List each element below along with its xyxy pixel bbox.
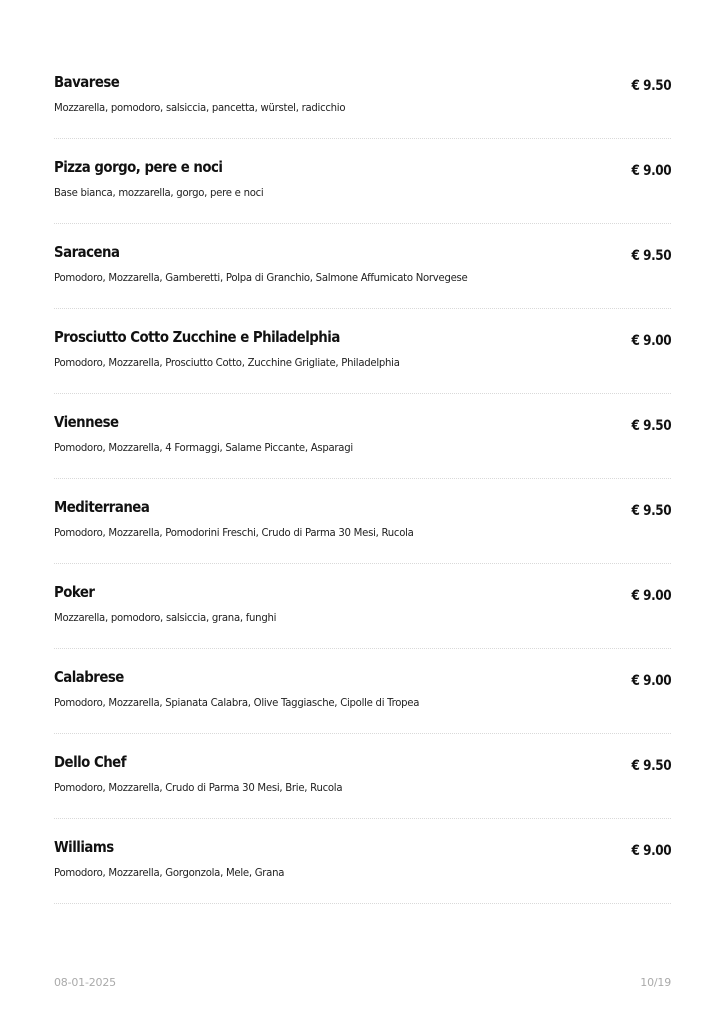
item-description: Mozzarella, pomodoro, salsiccia, grana, funghi	[54, 611, 277, 624]
menu-item	[54, 735, 671, 819]
item-price: € 9.00	[631, 673, 671, 689]
footer-date: 08-01-2025	[54, 976, 116, 989]
page-number: 10/19	[640, 976, 671, 989]
item-name: Calabrese	[54, 668, 124, 686]
menu-item	[54, 650, 671, 734]
item-name: Poker	[54, 583, 95, 601]
item-price: € 9.00	[631, 843, 671, 859]
item-price: € 9.50	[631, 78, 671, 94]
menu-item	[54, 225, 671, 309]
item-name: Pizza gorgo, pere e noci	[54, 158, 223, 176]
menu-item	[54, 565, 671, 649]
menu-item	[54, 820, 671, 904]
menu-item	[54, 140, 671, 224]
item-price: € 9.50	[631, 418, 671, 434]
item-price: € 9.50	[631, 248, 671, 264]
item-name: Williams	[54, 838, 114, 856]
item-description: Pomodoro, Mozzarella, 4 Formaggi, Salame Piccante, Asparagi	[54, 441, 353, 454]
item-description: Pomodoro, Mozzarella, Pomodorini Freschi, Crudo di Parma 30 Mesi, Rucola	[54, 526, 414, 539]
item-price: € 9.50	[631, 503, 671, 519]
item-description: Pomodoro, Mozzarella, Prosciutto Cotto, Zucchine Grigliate, Philadelphia	[54, 356, 400, 369]
item-description: Pomodoro, Mozzarella, Gamberetti, Polpa di Granchio, Salmone Affumicato Norvegese	[54, 271, 468, 284]
item-price: € 9.00	[631, 333, 671, 349]
item-price: € 9.50	[631, 758, 671, 774]
menu-item	[54, 310, 671, 394]
item-name: Prosciutto Cotto Zucchine e Philadelphia	[54, 328, 340, 346]
item-description: Base bianca, mozzarella, gorgo, pere e noci	[54, 186, 264, 199]
item-name: Dello Chef	[54, 753, 126, 771]
menu-list	[54, 55, 671, 904]
item-name: Saracena	[54, 243, 120, 261]
item-name: Bavarese	[54, 73, 120, 91]
menu-item	[54, 55, 671, 139]
item-name: Viennese	[54, 413, 119, 431]
item-description: Mozzarella, pomodoro, salsiccia, pancetta, würstel, radicchio	[54, 101, 346, 114]
menu-item	[54, 395, 671, 479]
item-name: Mediterranea	[54, 498, 150, 516]
item-price: € 9.00	[631, 163, 671, 179]
item-price: € 9.00	[631, 588, 671, 604]
item-description: Pomodoro, Mozzarella, Gorgonzola, Mele, Grana	[54, 866, 285, 879]
menu-item	[54, 480, 671, 564]
item-description: Pomodoro, Mozzarella, Spianata Calabra, Olive Taggiasche, Cipolle di Tropea	[54, 696, 420, 709]
item-description: Pomodoro, Mozzarella, Crudo di Parma 30 Mesi, Brie, Rucola	[54, 781, 343, 794]
